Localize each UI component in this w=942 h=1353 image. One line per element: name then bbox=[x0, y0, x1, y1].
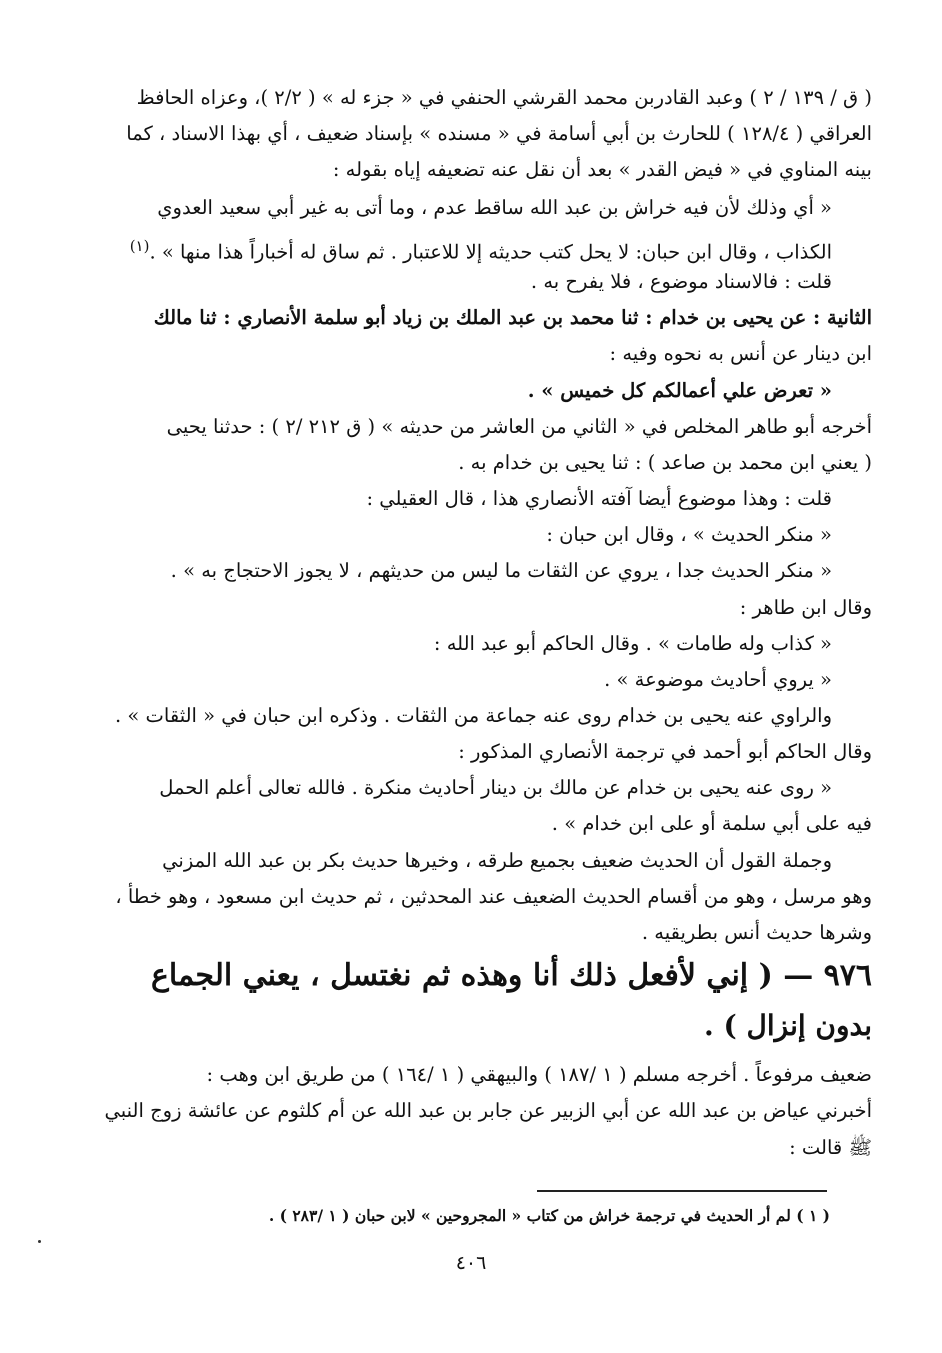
text-line-content: الكذاب ، وقال ابن حبان: لا يحل كتب حديثه إلا للاعتبار . ثم ساق له أخباراً هذا منها » . bbox=[149, 240, 832, 264]
scan-speck bbox=[38, 1240, 41, 1243]
hadith-heading: ٩٧٦ — ( إني لأفعل ذلك أنا وهذه ثم نغتسل ، يعني الجماع bbox=[150, 958, 872, 993]
text-line: وجملة القول أن الحديث ضعيف بجميع طرقه ، وخيرها حديث بكر بن عبد الله المزني bbox=[162, 849, 832, 872]
text-line: الثانية : عن يحيى بن خدام : ثنا محمد بن عبد الملك بن زياد أبو سلمة الأنصاري : ثنا مالك bbox=[153, 306, 872, 329]
text-line: قلت : فالاسناد موضوع ، فلا يفرح به . bbox=[530, 270, 832, 293]
text-line: والراوي عنه يحيى بن خدام روى عنه جماعة من الثقات . وذكره ابن حبان في « الثقات » . bbox=[115, 704, 832, 727]
text-line: فيه على أبي سلمة أو على ابن خدام » . bbox=[551, 812, 872, 835]
footnote-marker: (١) bbox=[129, 237, 150, 255]
footnote: ( ١ ) لم أر الحديث في ترجمة خراش من كتاب « المجروحين » لابن حبان ( ١ /٢٨٣ ) . bbox=[268, 1206, 830, 1225]
text-line: « أي وذلك لأن فيه خراش بن عبد الله ساقط عدم ، وما أتى به غير أبي سعيد العدوي bbox=[157, 196, 832, 219]
text-line: قلت : وهذا موضوع أيضا آفته الأنصاري هذا ، قال العقيلي : bbox=[366, 487, 832, 510]
text-line: « منكر الحديث جدا ، يروي عن الثقات ما ليس من حديثهم ، لا يجوز الاحتجاج به » . bbox=[170, 559, 832, 582]
text-line: بينه المناوي في « فيض القدر » بعد أن نقل عنه تضعيفه إياه بقوله : bbox=[332, 158, 872, 181]
text-line: « منكر الحديث » ، وقال ابن حبان : bbox=[546, 523, 832, 546]
text-line: العراقي ( ١٢٨/٤ ) للحارث بن أبي أسامة في « مسنده » بإسناد ضعيف ، أي بهذا الاسناد ، كما bbox=[126, 122, 872, 145]
grading-label: ضعيف مرفوعاً . أخرجه مسلم ( ١ /١٨٧ ) والبيهقي ( ١ /١٦٤ ) من طريق ابن وهب : bbox=[206, 1063, 872, 1086]
text-line: أخبرني عياض بن عبد الله عن أبي الزبير عن جابر بن عبد الله عن أم كلثوم عن عائشة زوج النبي bbox=[104, 1099, 872, 1122]
footnote-divider bbox=[537, 1190, 827, 1192]
text-line: « يروي أحاديث موضوعة » . bbox=[604, 668, 832, 691]
text-line: وقال الحاكم أبو أحمد في ترجمة الأنصاري المذكور : bbox=[458, 740, 872, 763]
text-line bbox=[72, 1057, 872, 1093]
text-line: « كذاب وله طامات » . وقال الحاكم أبو عبد الله : bbox=[433, 632, 832, 655]
text-line: وهو مرسل ، وهو من أقسام الحديث الضعيف عند المحدثين ، ثم حديث ابن مسعود ، وهو خطأ ، bbox=[115, 885, 872, 908]
page-number: ٤٠٦ bbox=[455, 1252, 487, 1274]
text-line: « روى عنه يحيى بن خدام عن مالك بن دينار أحاديث منكرة . فالله تعالى أعلم الحمل bbox=[159, 776, 832, 799]
text-line: ﷺ قالت : bbox=[789, 1136, 872, 1159]
text-line: أخرجه أبو طاهر المخلص في « الثاني من العاشر من حديثه » ( ق ٢١٢ /٢ ) : حدثنا يحيى bbox=[166, 415, 872, 438]
text-line: ( ق / ١٣٩ / ٢ ) وعبد القادربن محمد القرشي الحنفي في « جزء له » ( ٢/٢ )، وعزاه الحافظ bbox=[136, 86, 872, 109]
hadith-heading-continued: بدون إنزال ) . bbox=[704, 1009, 872, 1042]
text-line: ( يعني ابن محمد بن صاعد ) : ثنا يحيى بن خدام به . bbox=[458, 451, 872, 474]
text-line: وقال ابن طاهر : bbox=[739, 596, 872, 619]
text-line: وشرها حديث أنس بطريقيه . bbox=[641, 921, 872, 944]
text-line: ابن دينار عن أنس به نحوه وفيه : bbox=[609, 342, 872, 365]
hadith-text: « تعرض علي أعمالكم كل خميس » . bbox=[527, 379, 832, 402]
